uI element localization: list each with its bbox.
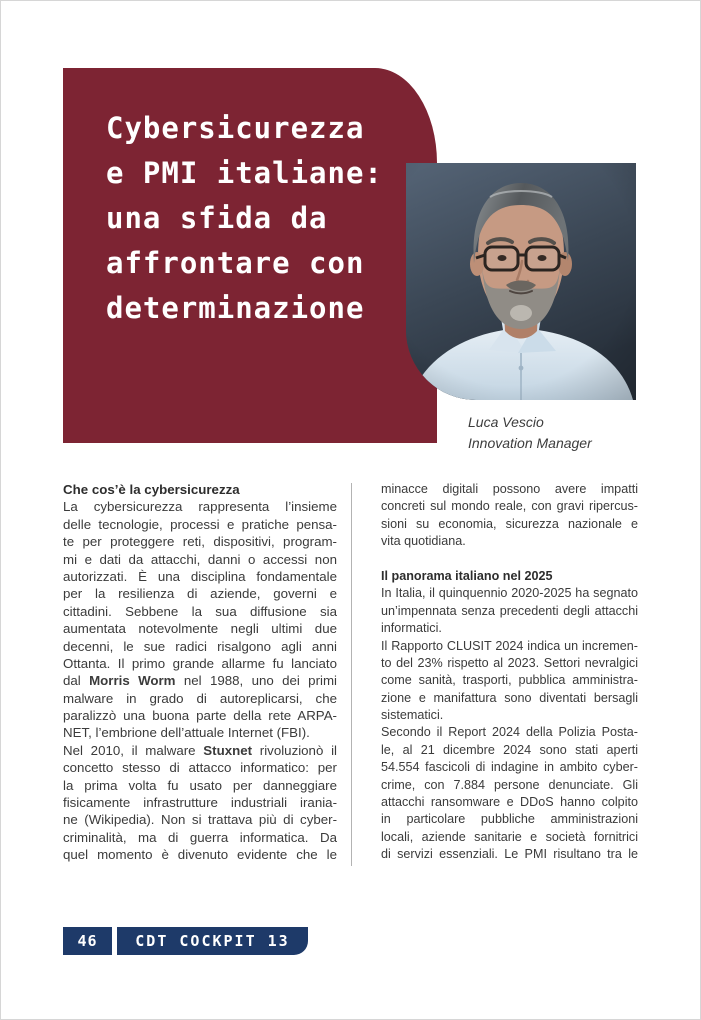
text-line: criminalità, ma di guerra informatica. Da	[63, 829, 337, 845]
text-line: ne (Wikipedia). Non si trattava più di cyber-	[63, 812, 337, 828]
text-line: decenni, le sue radici risalgono agli anni	[63, 638, 337, 654]
text-line: Ottanta. Il primo grande allarme fu lanciato	[63, 655, 337, 671]
title-line: Cybersicurezza	[106, 111, 365, 145]
text-line: autorizzati. È una disciplina fondamentale	[63, 568, 337, 584]
text-line: informatici.	[381, 621, 442, 636]
title-line: una sfida da	[106, 201, 328, 235]
article-column-right	[381, 481, 638, 864]
text-line: fisicamente infrastrutture industriali irania-	[63, 795, 337, 811]
text-line: La cybersicurezza rappresenta l’insieme	[63, 499, 337, 515]
caption-name: Luca Vescio	[468, 414, 544, 430]
text-line: Il Rapporto CLUSIT 2024 indica un incremen-	[381, 638, 638, 653]
page-number-badge	[63, 927, 112, 955]
text-line: quel momento è divenuto evidente che le	[63, 847, 337, 863]
magazine-badge	[117, 927, 308, 955]
text-line: crime, con 7.884 persone denunciate. Gli	[381, 777, 638, 792]
article-column-left	[63, 481, 337, 864]
magazine-title: CDT COCKPIT 13	[135, 932, 290, 950]
text-line: zione e manifattura sono diventati bersagli	[381, 690, 638, 705]
text-line: sioni su economia, sicurezza nazionale e	[381, 516, 638, 531]
column-divider	[351, 483, 352, 866]
text-line: dal Morris Worm nel 1988, uno dei primi	[63, 673, 337, 689]
text-line: di servizi essenziali. Le PMI risultano tra le	[381, 847, 638, 862]
text-line: sistematici.	[381, 708, 444, 723]
text-line: locali, aziende sanitarie e società fornitrici	[381, 829, 638, 844]
text-line: attacchi ransomware e DDoS hanno colpito	[381, 795, 638, 810]
page-number: 46	[77, 932, 98, 950]
photo-caption	[468, 412, 592, 454]
paragraph-gap	[381, 551, 638, 568]
text-line: vita quotidiana.	[381, 534, 466, 549]
text-line: delle tecnologie, processi e pratiche pensa-	[63, 516, 337, 532]
title-line: e PMI italiane:	[106, 156, 383, 190]
text-line: in particolare pubbliche amministrazioni	[381, 812, 638, 827]
portrait-illustration	[406, 163, 636, 400]
text-line: NET, l’embrione dell’attuale Internet (FBI).	[63, 725, 310, 741]
text-line: concetto stesso di attacco informatico: per	[63, 760, 337, 776]
text-line: Secondo il Report 2024 della Polizia Posta-	[381, 725, 638, 740]
text-line: te per proteggere reti, dispositivi, program-	[63, 534, 337, 550]
text-line: paralizzò una buona parte della rete ARPA-	[63, 708, 337, 724]
text-line: cittadini. Sebbene la sua diffusione sia	[63, 603, 337, 619]
text-line: mi e dati da attacchi, danni o accessi non	[63, 551, 337, 567]
text-line: la prima volta fu usato per danneggiare	[63, 777, 337, 793]
text-line: In Italia, il quinquennio 2020-2025 ha segnato	[381, 586, 638, 601]
text-line: to del 23% rispetto al 2023. Settori nevralgici	[381, 655, 638, 670]
text-line: Nel 2010, il malware Stuxnet rivoluzionò il	[63, 742, 337, 758]
text-line: aumentata notevolmente negli ultimi due	[63, 621, 337, 637]
text-line: 54.554 fascicoli di indagine in ambito cyber-	[381, 760, 638, 775]
text-line: un’impennata senza precedenti degli attacchi	[381, 603, 638, 618]
section-heading: Il panorama italiano nel 2025	[381, 568, 553, 583]
text-line: le, al 21 dicembre 2024 sono stati aperti	[381, 742, 638, 757]
title-line: affrontare con	[106, 246, 365, 280]
text-line: malware in grado di autoreplicarsi, che	[63, 690, 337, 706]
title-block	[63, 68, 437, 443]
text-line: come sanità, trasporti, pubblica amministra-	[381, 673, 638, 688]
section-heading: Che cos’è la cybersicurezza	[63, 482, 240, 497]
text-line: concreti sul mondo reale, con gravi ripercus-	[381, 499, 638, 514]
title-line: determinazione	[106, 291, 365, 325]
text-line: per la resilienza di aziende, governi e	[63, 586, 337, 602]
text-line: minacce digitali possono avere impatti	[381, 482, 638, 496]
portrait-photo	[406, 163, 636, 400]
caption-role: Innovation Manager	[468, 435, 592, 451]
article-title	[106, 106, 383, 331]
